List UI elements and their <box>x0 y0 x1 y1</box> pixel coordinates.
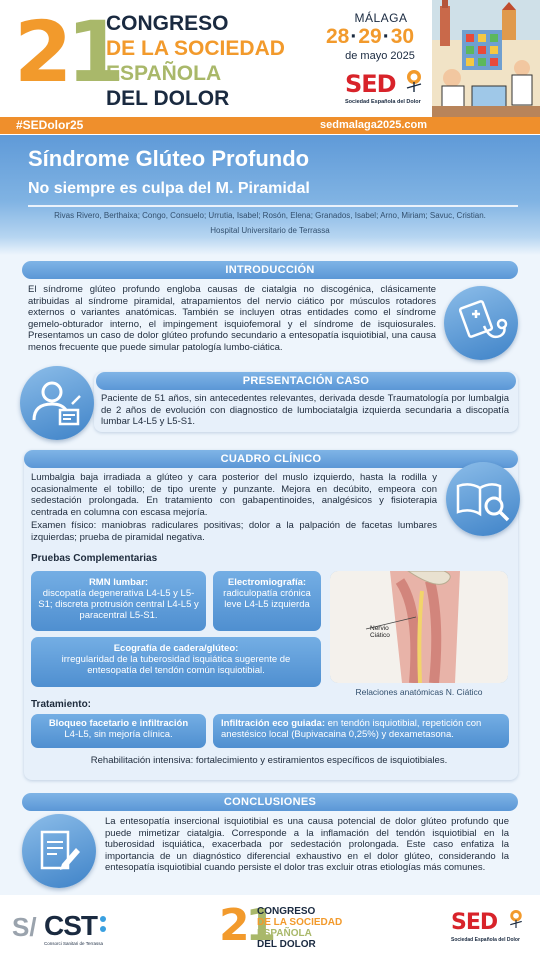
treatment-heading: Tratamiento: <box>31 699 92 710</box>
footer-title-line-2: DE LA SOCIEDAD <box>257 917 343 928</box>
footer-congress-number: 21 <box>219 900 273 951</box>
intro-heading: INTRODUCCIÓN <box>22 261 518 279</box>
day-1: 28 <box>326 25 350 48</box>
rmn-box <box>31 571 206 631</box>
case-heading: PRESENTACIÓN CASO <box>96 372 516 390</box>
echo-text: irregularidad de la tuberosidad isquiática sugerente de entesopatía del tendón común isquiotibial. <box>61 654 291 676</box>
footer-title-line-4: DEL DOLOR <box>257 939 316 950</box>
figure-label: Nervio Ciático <box>370 625 390 639</box>
conclusions-text: La entesopatía insercional isquiotibial es una causa potencial de dolor glúteo profundo que puede mimetizar ciatalgia. Corresponde a la inflamación del tendón isquiotibial en la tuberosidad isquiática, exacerbada por sedestación prolongada. Este caso enfatiza la importancia de un diagnóstico diferencial exhaustivo en el dolor glúteo, considerando la entesopatía isquiotibial cuando persiste el dolor tras excluir otras etiologías más comunes. <box>105 816 509 873</box>
poster-subtitle: No siempre es culpa del M. Piramidal <box>28 180 310 197</box>
congress-title-line-2: DE LA SOCIEDAD <box>106 37 285 60</box>
number-digit-1: 1 <box>66 3 119 101</box>
tests-heading: Pruebas Complementarias <box>31 553 158 564</box>
treatment-1-title: Bloqueo facetario e infiltración <box>48 718 189 729</box>
congress-city: MÁLAGA <box>354 11 408 25</box>
stethoscope-icon <box>444 286 518 360</box>
cst-prefix: S/ <box>12 912 37 942</box>
congress-title-line-4: DEL DOLOR <box>106 87 230 110</box>
conclusions-heading: CONCLUSIONES <box>22 793 518 811</box>
cst-subtitle: Consorci Sanitari de Terrassa <box>44 941 103 946</box>
case-icon-circle <box>20 366 94 440</box>
treatment-2-box <box>213 714 509 748</box>
footer-title-line-3: ESPAÑOLA <box>257 928 312 939</box>
sed-logo-text: SED <box>345 70 396 98</box>
emg-title: Electromiografía: <box>227 577 307 588</box>
footer-sed-subtitle: Sociedad Española del Dolor <box>451 937 520 943</box>
footer-sed-logo <box>451 908 531 948</box>
header-illustration <box>432 0 540 118</box>
cst-dot-icon <box>100 926 106 932</box>
day-3: 30 <box>390 25 415 48</box>
poster-title: Síndrome Glúteo Profundo <box>28 146 310 171</box>
treatment-2-title: Infiltración eco guiada: <box>221 718 325 729</box>
cst-dot-icon <box>100 916 106 922</box>
clinical-icon-circle <box>446 462 520 536</box>
day-2: 29 <box>358 25 382 48</box>
hospital: Hospital Universitario de Terrassa <box>210 226 330 235</box>
echo-title: Ecografía de cadera/glúteo: <box>113 643 239 654</box>
congress-title-line-3: ESPAÑOLA <box>106 62 222 85</box>
echo-box <box>31 637 321 687</box>
clinical-text: Lumbalgia baja irradiada a glúteo y cara posterior del muslo izquierdo, hasta la rodilla y ocasionalmente el tobillo; de tipo urente y punzante. Mejora en decúbito, empeora con sedestación prolongada. En tratamiento con gabapentinoides, analgésicos y fisioterapia centrada en columna con escasa mejoría. <box>31 472 437 518</box>
footer-sed-text: SED <box>451 910 498 935</box>
sed-logo <box>345 70 435 110</box>
emg-box <box>213 571 321 631</box>
rehab-text: Rehabilitación intensiva: fortalecimiento y estiramientos específicos de isquiotibiales. <box>90 755 448 766</box>
rmn-text: discopatía degenerativa L4-L5 y L5-S1; discreta protrusión central L4-L5 y paracentral L5-S1. <box>38 588 199 621</box>
congress-title-line-1: CONGRESO <box>106 12 229 35</box>
treatment-1-text: L4-L5, sin mejoría clínica. <box>64 729 173 740</box>
footer-title-line-1: CONGRESO <box>257 906 316 917</box>
document-pen-icon <box>22 814 96 888</box>
number-digit-2: 2 <box>14 3 67 101</box>
sed-logo-subtitle: Sociedad Española del Dolor <box>345 99 421 105</box>
congress-number <box>14 2 119 102</box>
clinical-heading: CUADRO CLÍNICO <box>24 450 518 468</box>
conclusions-icon-circle <box>22 814 96 888</box>
sed-flame-icon <box>403 68 425 94</box>
title-divider <box>28 205 518 207</box>
rmn-title: RMN lumbar: <box>88 577 149 588</box>
figure-caption: Relaciones anatómicas N. Ciático <box>355 687 483 697</box>
emg-text: radiculopatía crónica leve L4-L5 izquierda <box>223 588 311 610</box>
treatment-2-text: en tendón isquiotibial, repetición con anestésico local (Bupivacaina 0,25%) y dexametasona. <box>221 718 482 740</box>
authors: Rivas Rivero, Berthaixa; Congo, Consuelo; Urrutia, Isabel; Rosón, Elena; Granados, Isabel; Arno, Miriam; Savuc, Cristian. <box>54 211 486 220</box>
anatomy-figure <box>330 571 508 683</box>
sciatic-nerve-illustration <box>330 571 508 683</box>
treatment-1-box <box>31 714 206 748</box>
intro-icon-circle <box>444 286 518 360</box>
city-doctors-illustration <box>432 0 540 118</box>
congress-month: de mayo 2025 <box>345 50 415 62</box>
case-text: Paciente de 51 años, sin antecedentes relevantes, derivada desde Traumatología por lumbalgia de 2 años de evolución con diagnostico de lumbociatalgia izquierda secundaria a discopatía lumbar L4-L5 y L5-S1. <box>101 393 509 427</box>
website-link[interactable]: sedmalaga2025.com <box>320 119 428 131</box>
book-search-icon <box>446 462 520 536</box>
cst-logo: CST <box>44 910 97 941</box>
footer-sed-flame-icon <box>507 908 525 930</box>
intro-text: El síndrome glúteo profundo engloba causas de ciatalgia no discogénica, clásicamente atribuidas al síndrome piramidal, atrapamientos del nervio ciático por músculos rotadores externos o variantes anatómicas. También se incluyen otras entidades como el síndrome gemelo-obturador interno, el impingement isquiofemoral y el síndrome de isquiosurales. Presentamos un caso de dolor glúteo profundo secundario a entesopatía isquiotibial, una causa menos frecuente que puede simular patología lumbo-ciática. <box>28 284 436 353</box>
patient-form-icon <box>20 366 94 440</box>
clinical-exam: Examen físico: maniobras radiculares positivas; dolor a la palpación de facetas lumbares izquierdas; prueba de piramidal negativa. <box>31 520 437 543</box>
congress-days: 28·29·30 <box>326 25 415 48</box>
hashtag: #SEDolor25 <box>16 118 84 132</box>
